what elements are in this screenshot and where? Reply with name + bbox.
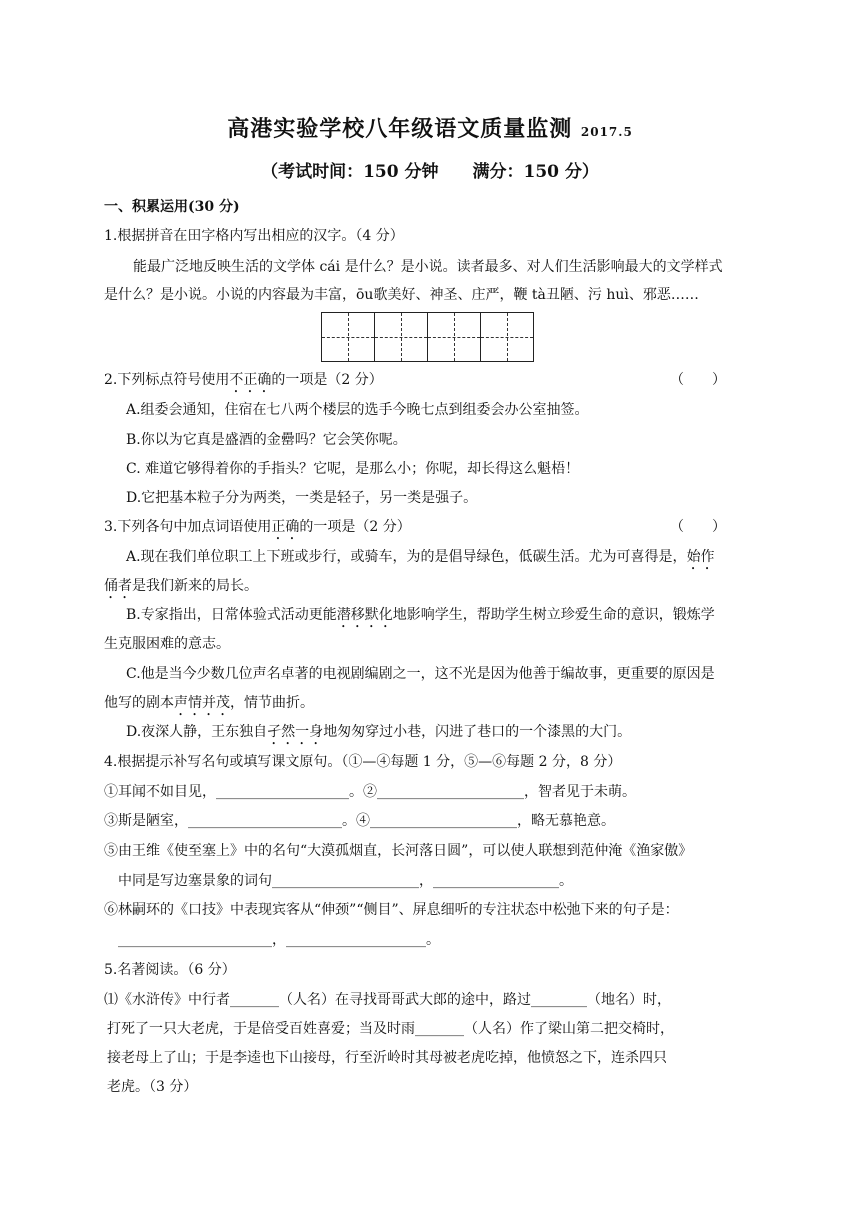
emphasized-text: 孑然一身: [267, 724, 324, 740]
title-text: 高港实验学校八年级语文质量监测: [227, 116, 573, 142]
q3-answer-blank[interactable]: （ ）: [670, 519, 726, 535]
q2-option-c: C. 难道它够得着你的手指头？它呢，是那么小；你呢，却长得这么魁梧！: [126, 461, 580, 477]
q5-line-3: 接老母上了山；于是李逵也下山接母，行至沂岭时其母被老虎吃掉，他愤怒之下，连杀四只: [107, 1050, 667, 1066]
q1-passage-line-2: 是什么？是小说。小说的内容最为丰富，ōu歌美好、神圣、庄严，鞭 tà丑陋、污 huì、邪恶……: [104, 287, 699, 303]
q3-option-c-line-1: C.他是当今少数几位声名卓著的电视剧编剧之一，这不光是因为他善于编故事，更重要的原因是: [126, 666, 715, 682]
q5-line-4: 老虎。（3 分）: [107, 1079, 198, 1095]
q2-stem: 2.下列标点符号使用不正确的一项是（2 分）: [104, 372, 383, 388]
q4-line-1: ①耳闻不如目见，___________________。②_____________________，智者见于未萌。: [104, 784, 636, 800]
q3-option-b-line-2: 生克服困难的意志。: [104, 636, 230, 652]
section-heading: 一、积累运用(30 分): [104, 199, 240, 215]
emphasized-text: 潜移默化: [336, 607, 393, 623]
q3-option-d: D.夜深人静，王东独自孑然一身地匆匆穿过小巷，闪进了巷口的一个漆黑的大门。: [126, 724, 632, 740]
emphasized-text: 不正确: [229, 372, 272, 388]
q1-stem: 1.根据拼音在田字格内写出相应的汉字。（4 分）: [104, 228, 404, 244]
exam-info: （考试时间：150 分钟 满分：150 分）: [261, 162, 599, 182]
q2-option-b: B.你以为它真是盛酒的金罍吗？它会笑你呢。: [126, 432, 407, 448]
q3-option-b-line-1: B.专家指出，日常体验式活动更能潜移默化地影响学生，帮助学生树立珍爱生命的意识，锻炼学: [126, 607, 715, 623]
q4-stem: 4.根据提示补写名句或填写课文原句。（①—④每题 1 分，⑤—⑥每题 2 分，8 分）: [104, 754, 622, 770]
q3-stem: 3.下列各句中加点词语使用正确的一项是（2 分）: [104, 519, 411, 535]
q4-line-6: ______________________，____________________。: [118, 932, 440, 948]
tianzige-grid: [322, 312, 534, 362]
emphasized-text: 正确: [271, 519, 300, 535]
q3-option-a-line-1: A.现在我们单位职工上下班或步行，或骑车，为的是倡导绿色，低碳生活。尤为可喜得是，始作: [126, 549, 715, 565]
emphasized-text: 声情并茂: [174, 695, 230, 711]
page-title: [0, 112, 860, 143]
tianzige-cell-3[interactable]: [427, 312, 481, 362]
tianzige-cell-4[interactable]: [480, 312, 534, 362]
emphasized-text: 俑者: [104, 578, 132, 594]
tianzige-cell-2[interactable]: [374, 312, 428, 362]
tianzige-cell-1[interactable]: [321, 312, 375, 362]
q4-line-5: ⑥林嗣环的《口技》中表现宾客从“伸颈”“侧目”、屏息细听的专注状态中松弛下来的句子是：: [104, 902, 679, 918]
q5-line-2: 打死了一只大老虎，于是倍受百姓喜爱；当及时雨_______（人名）作了梁山第二把交椅时，: [107, 1021, 674, 1037]
q4-line-4: 中同是写边塞景象的词句_____________________，__________________。: [118, 873, 573, 889]
q3-option-a-line-2: 俑者是我们新来的局长。: [104, 578, 258, 594]
q2-option-a: A.组委会通知，住宿在七八两个楼层的选手今晚七点到组委会办公室抽签。: [126, 402, 589, 418]
q4-line-2: ③斯是陋室，______________________。④_____________________，略无慕艳意。: [104, 813, 615, 829]
q2-option-d: D.它把基本粒子分为两类，一类是轻子，另一类是强子。: [126, 490, 478, 506]
q4-line-3: ⑤由王维《使至塞上》中的名句“大漠孤烟直，长河落日圆”，可以使人联想到范仲淹《渔家傲》: [104, 843, 693, 859]
q1-passage-line-1: 能最广泛地反映生活的文学体 cái 是什么？是小说。读者最多、对人们生活影响最大的文学样式: [133, 259, 723, 275]
q5-stem: 5.名著阅读。（6 分）: [104, 962, 236, 978]
exam-date: 2017.5: [580, 125, 633, 139]
emphasized-text: 始作: [686, 549, 715, 565]
q3-option-c-line-2: 他写的剧本声情并茂，情节曲折。: [104, 695, 314, 711]
q5-line-1: ⑴《水浒传》中行者_______（人名）在寻找哥哥武大郎的途中，路过________（地名）时，: [104, 992, 671, 1008]
q2-answer-blank[interactable]: （ ）: [670, 372, 726, 388]
